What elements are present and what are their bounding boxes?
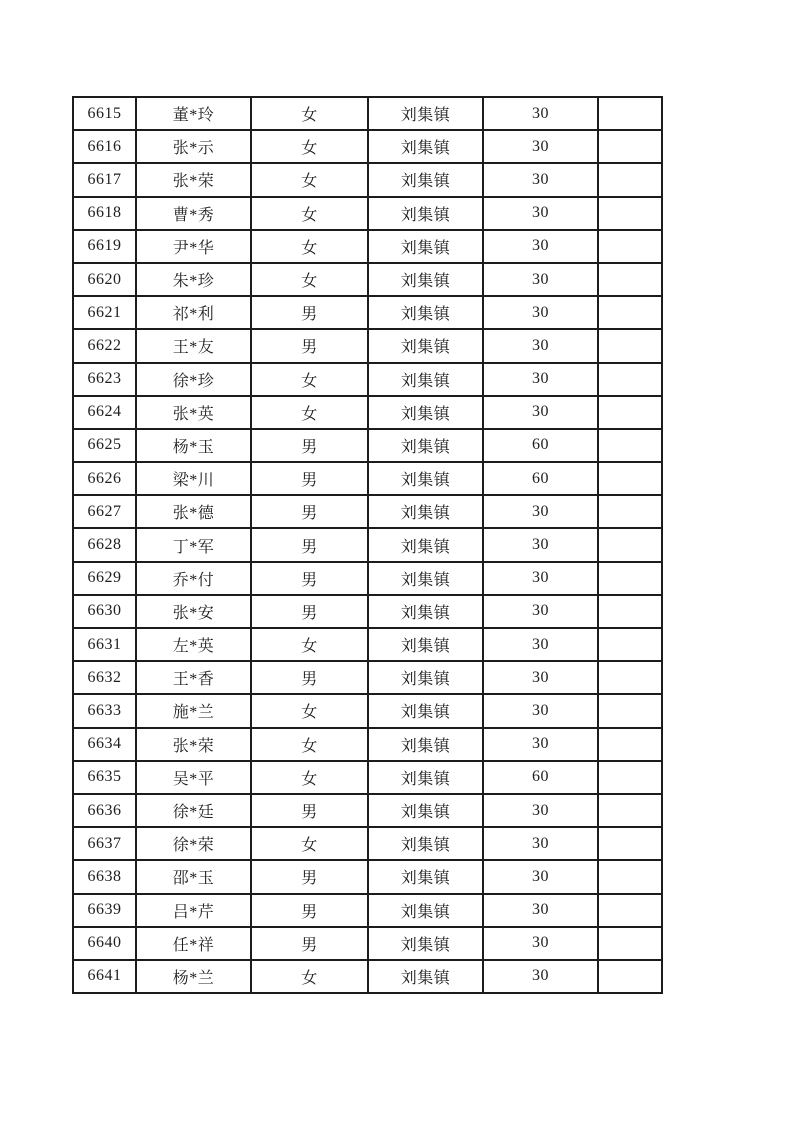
table-row (73, 628, 662, 661)
cell-town: 刘集镇 (368, 97, 483, 130)
cell-gender: 男 (251, 661, 368, 694)
cell-name: 张*示 (136, 130, 251, 163)
table-row (73, 960, 662, 993)
table-row (73, 927, 662, 960)
cell-amount: 60 (483, 429, 598, 462)
cell-amount: 30 (483, 694, 598, 727)
cell-remark (598, 927, 662, 960)
cell-serial: 6640 (73, 927, 136, 960)
cell-gender: 女 (251, 628, 368, 661)
cell-remark (598, 860, 662, 893)
table-row (73, 495, 662, 528)
cell-town: 刘集镇 (368, 827, 483, 860)
cell-remark (598, 761, 662, 794)
cell-town: 刘集镇 (368, 130, 483, 163)
cell-gender: 女 (251, 130, 368, 163)
cell-town: 刘集镇 (368, 396, 483, 429)
cell-town: 刘集镇 (368, 794, 483, 827)
cell-name: 任*祥 (136, 927, 251, 960)
cell-serial: 6631 (73, 628, 136, 661)
cell-remark (598, 197, 662, 230)
cell-serial: 6632 (73, 661, 136, 694)
cell-serial: 6626 (73, 462, 136, 495)
cell-remark (598, 329, 662, 362)
cell-serial: 6628 (73, 528, 136, 561)
cell-amount: 30 (483, 528, 598, 561)
cell-serial: 6619 (73, 230, 136, 263)
cell-gender: 女 (251, 761, 368, 794)
cell-serial: 6637 (73, 827, 136, 860)
cell-remark (598, 230, 662, 263)
cell-name: 杨*玉 (136, 429, 251, 462)
cell-amount: 30 (483, 495, 598, 528)
cell-amount: 30 (483, 960, 598, 993)
cell-gender: 男 (251, 429, 368, 462)
cell-town: 刘集镇 (368, 595, 483, 628)
cell-serial: 6617 (73, 163, 136, 196)
table-row (73, 595, 662, 628)
cell-serial: 6620 (73, 263, 136, 296)
cell-name: 朱*珍 (136, 263, 251, 296)
cell-town: 刘集镇 (368, 263, 483, 296)
cell-amount: 30 (483, 860, 598, 893)
cell-remark (598, 363, 662, 396)
cell-town: 刘集镇 (368, 927, 483, 960)
cell-serial: 6618 (73, 197, 136, 230)
table-row (73, 728, 662, 761)
cell-name: 乔*付 (136, 562, 251, 595)
cell-serial: 6624 (73, 396, 136, 429)
cell-amount: 30 (483, 562, 598, 595)
cell-remark (598, 97, 662, 130)
cell-serial: 6629 (73, 562, 136, 595)
cell-serial: 6616 (73, 130, 136, 163)
cell-town: 刘集镇 (368, 163, 483, 196)
cell-amount: 30 (483, 263, 598, 296)
cell-serial: 6622 (73, 329, 136, 362)
cell-amount: 30 (483, 296, 598, 329)
cell-remark (598, 495, 662, 528)
table-row (73, 761, 662, 794)
cell-serial: 6638 (73, 860, 136, 893)
cell-amount: 30 (483, 230, 598, 263)
cell-gender: 男 (251, 562, 368, 595)
cell-serial: 6641 (73, 960, 136, 993)
cell-name: 王*友 (136, 329, 251, 362)
table-row (73, 230, 662, 263)
cell-gender: 女 (251, 363, 368, 396)
cell-town: 刘集镇 (368, 495, 483, 528)
cell-gender: 女 (251, 163, 368, 196)
cell-remark (598, 661, 662, 694)
cell-name: 张*德 (136, 495, 251, 528)
cell-remark (598, 396, 662, 429)
cell-name: 徐*荣 (136, 827, 251, 860)
cell-gender: 女 (251, 97, 368, 130)
cell-name: 张*英 (136, 396, 251, 429)
table-row (73, 263, 662, 296)
cell-gender: 女 (251, 230, 368, 263)
cell-serial: 6621 (73, 296, 136, 329)
table-row (73, 296, 662, 329)
cell-gender: 男 (251, 595, 368, 628)
cell-gender: 女 (251, 827, 368, 860)
cell-serial: 6630 (73, 595, 136, 628)
cell-gender: 男 (251, 329, 368, 362)
table-row (73, 396, 662, 429)
cell-amount: 60 (483, 761, 598, 794)
table-row (73, 794, 662, 827)
cell-serial: 6623 (73, 363, 136, 396)
table-row (73, 429, 662, 462)
cell-gender: 女 (251, 197, 368, 230)
cell-name: 徐*珍 (136, 363, 251, 396)
cell-gender: 女 (251, 960, 368, 993)
cell-amount: 30 (483, 628, 598, 661)
cell-remark (598, 562, 662, 595)
cell-gender: 女 (251, 263, 368, 296)
table-row (73, 827, 662, 860)
cell-name: 尹*华 (136, 230, 251, 263)
cell-town: 刘集镇 (368, 363, 483, 396)
cell-name: 吴*平 (136, 761, 251, 794)
cell-amount: 30 (483, 894, 598, 927)
cell-name: 丁*军 (136, 528, 251, 561)
cell-serial: 6634 (73, 728, 136, 761)
cell-name: 邵*玉 (136, 860, 251, 893)
cell-name: 左*英 (136, 628, 251, 661)
cell-serial: 6633 (73, 694, 136, 727)
cell-name: 徐*廷 (136, 794, 251, 827)
table-row (73, 363, 662, 396)
cell-town: 刘集镇 (368, 628, 483, 661)
cell-town: 刘集镇 (368, 462, 483, 495)
cell-serial: 6639 (73, 894, 136, 927)
table-row (73, 860, 662, 893)
table-row (73, 97, 662, 130)
cell-amount: 30 (483, 197, 598, 230)
cell-remark (598, 827, 662, 860)
cell-remark (598, 263, 662, 296)
cell-amount: 30 (483, 97, 598, 130)
cell-serial: 6615 (73, 97, 136, 130)
cell-gender: 男 (251, 296, 368, 329)
table-row (73, 661, 662, 694)
cell-amount: 30 (483, 363, 598, 396)
cell-town: 刘集镇 (368, 528, 483, 561)
cell-amount: 30 (483, 163, 598, 196)
cell-amount: 30 (483, 661, 598, 694)
cell-town: 刘集镇 (368, 694, 483, 727)
table-row (73, 462, 662, 495)
cell-name: 张*荣 (136, 163, 251, 196)
cell-remark (598, 528, 662, 561)
cell-serial: 6627 (73, 495, 136, 528)
cell-amount: 30 (483, 329, 598, 362)
cell-remark (598, 794, 662, 827)
cell-name: 杨*兰 (136, 960, 251, 993)
table-row (73, 894, 662, 927)
cell-name: 张*荣 (136, 728, 251, 761)
table-row (73, 197, 662, 230)
cell-gender: 男 (251, 462, 368, 495)
cell-amount: 30 (483, 595, 598, 628)
cell-amount: 30 (483, 396, 598, 429)
cell-amount: 30 (483, 827, 598, 860)
cell-gender: 女 (251, 396, 368, 429)
cell-town: 刘集镇 (368, 761, 483, 794)
cell-gender: 男 (251, 894, 368, 927)
table-row (73, 329, 662, 362)
table-row (73, 528, 662, 561)
cell-name: 王*香 (136, 661, 251, 694)
cell-town: 刘集镇 (368, 296, 483, 329)
cell-name: 董*玲 (136, 97, 251, 130)
cell-remark (598, 628, 662, 661)
cell-name: 曹*秀 (136, 197, 251, 230)
cell-remark (598, 960, 662, 993)
cell-name: 梁*川 (136, 462, 251, 495)
cell-gender: 男 (251, 495, 368, 528)
cell-serial: 6636 (73, 794, 136, 827)
cell-serial: 6635 (73, 761, 136, 794)
cell-remark (598, 595, 662, 628)
cell-name: 张*安 (136, 595, 251, 628)
cell-town: 刘集镇 (368, 329, 483, 362)
cell-gender: 女 (251, 728, 368, 761)
cell-gender: 男 (251, 794, 368, 827)
cell-remark (598, 894, 662, 927)
cell-amount: 30 (483, 130, 598, 163)
table-row (73, 562, 662, 595)
cell-town: 刘集镇 (368, 429, 483, 462)
cell-town: 刘集镇 (368, 661, 483, 694)
cell-remark (598, 163, 662, 196)
cell-name: 祁*利 (136, 296, 251, 329)
cell-remark (598, 694, 662, 727)
cell-remark (598, 462, 662, 495)
cell-town: 刘集镇 (368, 728, 483, 761)
cell-town: 刘集镇 (368, 894, 483, 927)
cell-amount: 30 (483, 794, 598, 827)
cell-amount: 30 (483, 728, 598, 761)
cell-remark (598, 728, 662, 761)
cell-name: 施*兰 (136, 694, 251, 727)
cell-remark (598, 429, 662, 462)
cell-town: 刘集镇 (368, 197, 483, 230)
cell-gender: 女 (251, 694, 368, 727)
beneficiary-table (72, 96, 663, 994)
cell-gender: 男 (251, 927, 368, 960)
cell-town: 刘集镇 (368, 562, 483, 595)
cell-amount: 60 (483, 462, 598, 495)
cell-remark (598, 130, 662, 163)
table-row (73, 130, 662, 163)
table-row (73, 694, 662, 727)
cell-town: 刘集镇 (368, 960, 483, 993)
cell-serial: 6625 (73, 429, 136, 462)
cell-town: 刘集镇 (368, 230, 483, 263)
cell-remark (598, 296, 662, 329)
cell-name: 吕*芹 (136, 894, 251, 927)
cell-gender: 男 (251, 528, 368, 561)
cell-town: 刘集镇 (368, 860, 483, 893)
table-row (73, 163, 662, 196)
cell-gender: 男 (251, 860, 368, 893)
cell-amount: 30 (483, 927, 598, 960)
